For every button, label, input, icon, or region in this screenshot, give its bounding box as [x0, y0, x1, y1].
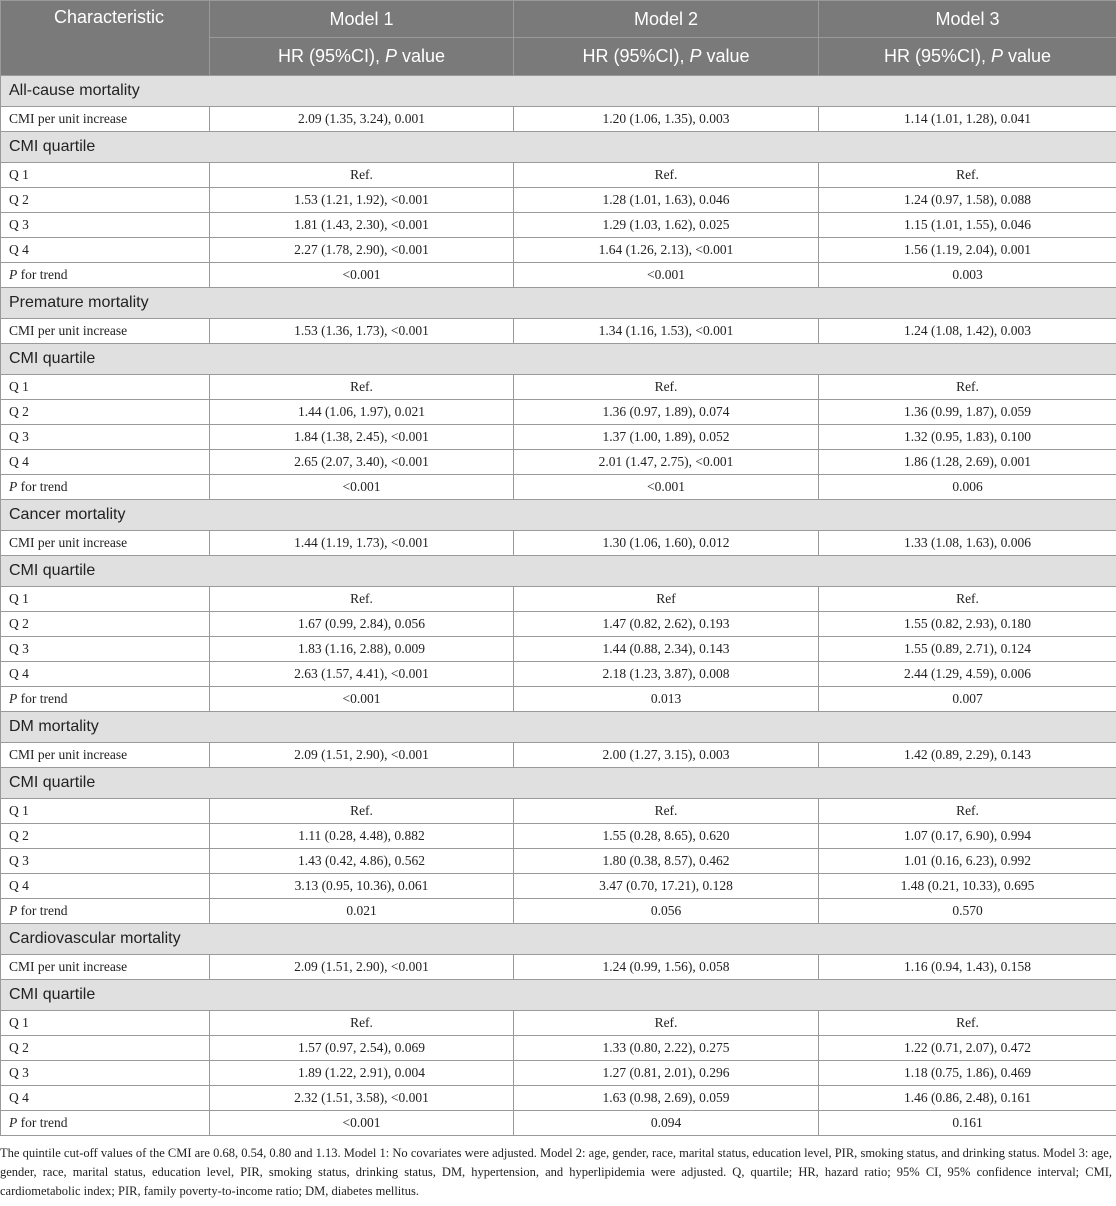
model-3-cell: 1.42 (0.89, 2.29), 0.143 [819, 743, 1116, 768]
row-label [1, 1111, 210, 1136]
model-3-cell: 1.32 (0.95, 1.83), 0.100 [819, 425, 1116, 450]
model-2-cell: 1.27 (0.81, 2.01), 0.296 [514, 1061, 819, 1086]
row-label: CMI per unit increase [1, 531, 210, 556]
section-title: Cardiovascular mortality [1, 924, 1116, 955]
row-label: Q 4 [1, 662, 210, 687]
model-2-cell: Ref. [514, 1011, 819, 1036]
p-symbol: P [9, 691, 18, 706]
model-3-cell: 2.44 (1.29, 4.59), 0.006 [819, 662, 1116, 687]
per-unit-row [1, 955, 1116, 980]
model-1-cell: 1.43 (0.42, 4.86), 0.562 [210, 849, 514, 874]
model-1-cell: 1.67 (0.99, 2.84), 0.056 [210, 612, 514, 637]
row-label: Q 1 [1, 587, 210, 612]
row-label [1, 899, 210, 924]
model-2-cell: Ref. [514, 375, 819, 400]
model-3-cell: 1.01 (0.16, 6.23), 0.992 [819, 849, 1116, 874]
table-row [1, 799, 1116, 824]
row-label: Q 4 [1, 450, 210, 475]
table-row [1, 1011, 1116, 1036]
model-2-header: Model 2 [514, 1, 819, 38]
per-unit-row [1, 107, 1116, 132]
model-2-cell: Ref [514, 587, 819, 612]
table-row [1, 163, 1116, 188]
row-label: Q 2 [1, 1036, 210, 1061]
model-3-cell: Ref. [819, 1011, 1116, 1036]
model-3-cell: 1.56 (1.19, 2.04), 0.001 [819, 238, 1116, 263]
model-3-cell: 0.006 [819, 475, 1116, 500]
model-3-cell: 0.007 [819, 687, 1116, 712]
model-3-cell: 1.46 (0.86, 2.48), 0.161 [819, 1086, 1116, 1111]
row-label: Q 2 [1, 824, 210, 849]
table-row [1, 637, 1116, 662]
table-row [1, 662, 1116, 687]
model-1-cell: <0.001 [210, 1111, 514, 1136]
trend-row [1, 475, 1116, 500]
model-1-cell: 1.11 (0.28, 4.48), 0.882 [210, 824, 514, 849]
model-2-cell: 0.013 [514, 687, 819, 712]
model-3-cell: Ref. [819, 163, 1116, 188]
model-1-cell: 2.09 (1.51, 2.90), <0.001 [210, 743, 514, 768]
model-2-cell: 1.28 (1.01, 1.63), 0.046 [514, 188, 819, 213]
model-3-cell: Ref. [819, 375, 1116, 400]
model-2-cell: 1.55 (0.28, 8.65), 0.620 [514, 824, 819, 849]
model-1-cell: 1.83 (1.16, 2.88), 0.009 [210, 637, 514, 662]
table-row [1, 375, 1116, 400]
quartile-title: CMI quartile [1, 556, 1116, 587]
row-label [1, 687, 210, 712]
quartile-header-row [1, 768, 1116, 799]
model-1-cell: 0.021 [210, 899, 514, 924]
characteristic-header: Characteristic [1, 1, 210, 76]
row-label: Q 2 [1, 400, 210, 425]
trend-label: for trend [17, 691, 68, 706]
table-footnote: The quintile cut-off values of the CMI are 0.68, 0.54, 0.80 and 1.13. Model 1: No covariates were adjusted. Model 2: age, gender, race, marital status, education level, PIR, smoking status, and drinking status. Model 3: age, gender, race, marital status, education level, PIR, smoking status, drinking status, DM, hypertension, and hyperlipidemia were adjusted. Q, quartile; HR, hazard ratio; 95% CI, 95% confidence interval; CMI, cardiometabolic index; PIR, family poverty-to-income ratio; DM, diabetes mellitus. [0, 1146, 1112, 1198]
row-label: Q 4 [1, 874, 210, 899]
row-label: Q 3 [1, 1061, 210, 1086]
model-2-cell: 1.44 (0.88, 2.34), 0.143 [514, 637, 819, 662]
section-title: Premature mortality [1, 288, 1116, 319]
table-body [1, 76, 1116, 1136]
trend-label: for trend [17, 267, 68, 282]
trend-label: for trend [17, 903, 68, 918]
table-row [1, 1061, 1116, 1086]
row-label [1, 475, 210, 500]
model-2-cell: 0.094 [514, 1111, 819, 1136]
model-2-cell: 1.63 (0.98, 2.69), 0.059 [514, 1086, 819, 1111]
table-row [1, 188, 1116, 213]
model-2-cell: 1.20 (1.06, 1.35), 0.003 [514, 107, 819, 132]
section-title: All-cause mortality [1, 76, 1116, 107]
model-1-cell: 1.44 (1.06, 1.97), 0.021 [210, 400, 514, 425]
model-1-cell: <0.001 [210, 263, 514, 288]
model-2-subheader: HR (95%CI), P value [514, 38, 819, 76]
row-label: Q 1 [1, 163, 210, 188]
model-2-cell: 1.80 (0.38, 8.57), 0.462 [514, 849, 819, 874]
quartile-header-row [1, 344, 1116, 375]
model-2-cell: 1.37 (1.00, 1.89), 0.052 [514, 425, 819, 450]
model-3-cell: 1.07 (0.17, 6.90), 0.994 [819, 824, 1116, 849]
quartile-header-row [1, 980, 1116, 1011]
model-1-cell: <0.001 [210, 475, 514, 500]
model-1-cell: 2.09 (1.35, 3.24), 0.001 [210, 107, 514, 132]
model-1-cell: 1.57 (0.97, 2.54), 0.069 [210, 1036, 514, 1061]
model-1-cell: 3.13 (0.95, 10.36), 0.061 [210, 874, 514, 899]
model-3-cell: 1.24 (0.97, 1.58), 0.088 [819, 188, 1116, 213]
section-header-row [1, 712, 1116, 743]
model-1-cell: 1.44 (1.19, 1.73), <0.001 [210, 531, 514, 556]
model-3-cell: 1.55 (0.82, 2.93), 0.180 [819, 612, 1116, 637]
quartile-header-row [1, 556, 1116, 587]
table-row [1, 824, 1116, 849]
model-1-cell: 1.84 (1.38, 2.45), <0.001 [210, 425, 514, 450]
model-3-cell: 0.161 [819, 1111, 1116, 1136]
row-label: Q 1 [1, 1011, 210, 1036]
model-2-cell: 2.00 (1.27, 3.15), 0.003 [514, 743, 819, 768]
table-row [1, 213, 1116, 238]
section-title: Cancer mortality [1, 500, 1116, 531]
model-3-cell: 1.86 (1.28, 2.69), 0.001 [819, 450, 1116, 475]
table-row [1, 849, 1116, 874]
table-row [1, 425, 1116, 450]
model-2-cell: 1.24 (0.99, 1.56), 0.058 [514, 955, 819, 980]
quartile-header-row [1, 132, 1116, 163]
model-3-cell: 1.24 (1.08, 1.42), 0.003 [819, 319, 1116, 344]
model-3-subheader: HR (95%CI), P value [819, 38, 1116, 76]
model-3-cell: 0.003 [819, 263, 1116, 288]
row-label: CMI per unit increase [1, 743, 210, 768]
model-1-cell: 2.27 (1.78, 2.90), <0.001 [210, 238, 514, 263]
row-label: CMI per unit increase [1, 319, 210, 344]
model-2-cell: 1.47 (0.82, 2.62), 0.193 [514, 612, 819, 637]
model-3-cell: 1.48 (0.21, 10.33), 0.695 [819, 874, 1116, 899]
table-row [1, 1086, 1116, 1111]
trend-row [1, 263, 1116, 288]
row-label: Q 4 [1, 1086, 210, 1111]
row-label: Q 3 [1, 637, 210, 662]
trend-row [1, 899, 1116, 924]
model-1-cell: 1.89 (1.22, 2.91), 0.004 [210, 1061, 514, 1086]
trend-row [1, 687, 1116, 712]
row-label: CMI per unit increase [1, 955, 210, 980]
row-label: Q 1 [1, 375, 210, 400]
model-3-cell: 1.36 (0.99, 1.87), 0.059 [819, 400, 1116, 425]
model-2-cell: 1.36 (0.97, 1.89), 0.074 [514, 400, 819, 425]
per-unit-row [1, 319, 1116, 344]
row-label: Q 3 [1, 213, 210, 238]
row-label: Q 2 [1, 612, 210, 637]
model-2-cell: 1.34 (1.16, 1.53), <0.001 [514, 319, 819, 344]
trend-label: for trend [17, 1115, 68, 1130]
model-1-cell: 1.53 (1.21, 1.92), <0.001 [210, 188, 514, 213]
model-1-cell: 1.53 (1.36, 1.73), <0.001 [210, 319, 514, 344]
model-2-cell: 1.64 (1.26, 2.13), <0.001 [514, 238, 819, 263]
model-3-cell: 1.33 (1.08, 1.63), 0.006 [819, 531, 1116, 556]
model-3-cell: 1.55 (0.89, 2.71), 0.124 [819, 637, 1116, 662]
table-row [1, 612, 1116, 637]
model-2-cell: Ref. [514, 163, 819, 188]
model-3-cell: 0.570 [819, 899, 1116, 924]
model-3-header: Model 3 [819, 1, 1116, 38]
model-3-cell: 1.15 (1.01, 1.55), 0.046 [819, 213, 1116, 238]
row-label: CMI per unit increase [1, 107, 210, 132]
model-1-cell: 2.63 (1.57, 4.41), <0.001 [210, 662, 514, 687]
model-1-cell: 2.65 (2.07, 3.40), <0.001 [210, 450, 514, 475]
section-title: DM mortality [1, 712, 1116, 743]
model-1-cell: 1.81 (1.43, 2.30), <0.001 [210, 213, 514, 238]
model-2-cell: Ref. [514, 799, 819, 824]
quartile-title: CMI quartile [1, 344, 1116, 375]
table-row [1, 450, 1116, 475]
model-1-cell: 2.32 (1.51, 3.58), <0.001 [210, 1086, 514, 1111]
model-3-cell: 1.16 (0.94, 1.43), 0.158 [819, 955, 1116, 980]
model-1-header: Model 1 [210, 1, 514, 38]
model-3-cell: 1.22 (0.71, 2.07), 0.472 [819, 1036, 1116, 1061]
table-row [1, 400, 1116, 425]
model-2-cell: 1.33 (0.80, 2.22), 0.275 [514, 1036, 819, 1061]
row-label: Q 4 [1, 238, 210, 263]
table-row [1, 1036, 1116, 1061]
row-label: Q 2 [1, 188, 210, 213]
section-header-row [1, 924, 1116, 955]
model-2-cell: 1.30 (1.06, 1.60), 0.012 [514, 531, 819, 556]
row-label: Q 1 [1, 799, 210, 824]
table-row [1, 874, 1116, 899]
per-unit-row [1, 531, 1116, 556]
p-symbol: P [9, 903, 18, 918]
model-2-cell: 3.47 (0.70, 17.21), 0.128 [514, 874, 819, 899]
section-header-row [1, 288, 1116, 319]
quartile-title: CMI quartile [1, 980, 1116, 1011]
per-unit-row [1, 743, 1116, 768]
row-label: Q 3 [1, 425, 210, 450]
model-1-cell: Ref. [210, 1011, 514, 1036]
model-2-cell: 1.29 (1.03, 1.62), 0.025 [514, 213, 819, 238]
trend-row [1, 1111, 1116, 1136]
table-row [1, 238, 1116, 263]
model-2-cell: <0.001 [514, 475, 819, 500]
model-3-cell: Ref. [819, 799, 1116, 824]
row-label: Q 3 [1, 849, 210, 874]
model-1-cell: Ref. [210, 163, 514, 188]
model-2-cell: <0.001 [514, 263, 819, 288]
model-1-cell: <0.001 [210, 687, 514, 712]
section-header-row [1, 500, 1116, 531]
model-3-cell: 1.18 (0.75, 1.86), 0.469 [819, 1061, 1116, 1086]
quartile-title: CMI quartile [1, 132, 1116, 163]
model-1-cell: Ref. [210, 375, 514, 400]
p-symbol: P [9, 1115, 18, 1130]
quartile-title: CMI quartile [1, 768, 1116, 799]
p-symbol: P [9, 267, 18, 282]
model-3-cell: 1.14 (1.01, 1.28), 0.041 [819, 107, 1116, 132]
model-1-cell: Ref. [210, 799, 514, 824]
p-symbol: P [9, 479, 18, 494]
row-label [1, 263, 210, 288]
model-2-cell: 2.01 (1.47, 2.75), <0.001 [514, 450, 819, 475]
table-row [1, 587, 1116, 612]
trend-label: for trend [17, 479, 68, 494]
model-1-cell: Ref. [210, 587, 514, 612]
model-2-cell: 0.056 [514, 899, 819, 924]
model-1-cell: 2.09 (1.51, 2.90), <0.001 [210, 955, 514, 980]
section-header-row [1, 76, 1116, 107]
model-2-cell: 2.18 (1.23, 3.87), 0.008 [514, 662, 819, 687]
table-header [1, 1, 1116, 76]
model-3-cell: Ref. [819, 587, 1116, 612]
model-1-subheader: HR (95%CI), P value [210, 38, 514, 76]
